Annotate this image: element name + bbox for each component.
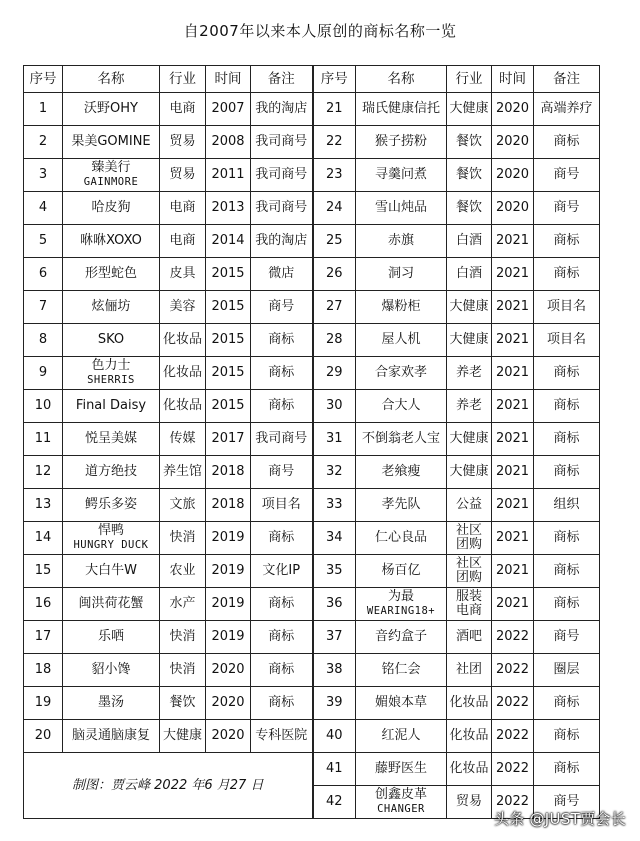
cell-industry: 大健康 — [160, 720, 206, 753]
cell-no: 37 — [313, 621, 356, 654]
cell-name: 不倒翁老人宝 — [356, 423, 447, 456]
industry-line-1: 社区 — [455, 523, 482, 538]
cell-no: 5 — [24, 225, 63, 258]
cell-name: 咻咻XOXO — [63, 225, 160, 258]
cell-note: 商号 — [534, 159, 600, 192]
credit-note: 制图：贾云峰 2022 年6 月27 日 — [24, 753, 313, 819]
cell-no: 38 — [313, 654, 356, 687]
table-row — [24, 357, 600, 390]
cell-industry: 餐饮 — [447, 192, 492, 225]
industry-line-1: 服装 — [455, 589, 482, 604]
cell-name — [63, 357, 160, 390]
cell-name: 赤旗 — [356, 225, 447, 258]
table-body — [24, 93, 600, 819]
cell-note: 商标 — [534, 588, 600, 621]
cell-time: 2019 — [206, 588, 251, 621]
cell-industry: 快消 — [160, 522, 206, 555]
page-title: 自2007年以来本人原创的商标名称一览 — [183, 22, 457, 40]
table-row — [24, 390, 600, 423]
cell-no: 30 — [313, 390, 356, 423]
cell-no: 11 — [24, 423, 63, 456]
cell-time: 2008 — [206, 126, 251, 159]
cell-no: 25 — [313, 225, 356, 258]
cell-note: 我司商号 — [251, 423, 313, 456]
header-name: 名称 — [63, 66, 160, 93]
cell-time: 2021 — [492, 588, 534, 621]
cell-industry: 化妆品 — [447, 687, 492, 720]
cell-industry: 水产 — [160, 588, 206, 621]
name-line-1: 臻美行 — [91, 160, 131, 175]
cell-time: 2021 — [492, 489, 534, 522]
cell-industry: 文旅 — [160, 489, 206, 522]
table-row — [24, 126, 600, 159]
cell-name — [63, 159, 160, 192]
cell-note: 商标 — [534, 390, 600, 423]
cell-name: 洞习 — [356, 258, 447, 291]
header-time: 时间 — [206, 66, 251, 93]
cell-no: 10 — [24, 390, 63, 423]
cell-note: 高端养疗 — [534, 93, 600, 126]
cell-note: 我司商号 — [251, 159, 313, 192]
cell-note: 商标 — [534, 687, 600, 720]
watermark: 头条 @JUST贾会长 — [493, 810, 626, 828]
cell-no: 36 — [313, 588, 356, 621]
cell-industry: 大健康 — [447, 93, 492, 126]
industry-line-2: 电商 — [455, 603, 482, 618]
cell-name: 媚娘本草 — [356, 687, 447, 720]
cell-name: 红泥人 — [356, 720, 447, 753]
cell-time: 2022 — [492, 654, 534, 687]
cell-industry: 贸易 — [160, 126, 206, 159]
cell-note: 我司商号 — [251, 192, 313, 225]
cell-time: 2021 — [492, 390, 534, 423]
cell-no: 35 — [313, 555, 356, 588]
cell-no: 1 — [24, 93, 63, 126]
cell-no: 6 — [24, 258, 63, 291]
cell-time: 2022 — [492, 621, 534, 654]
cell-time: 2022 — [492, 687, 534, 720]
cell-industry: 快消 — [160, 654, 206, 687]
cell-no: 33 — [313, 489, 356, 522]
cell-time: 2020 — [206, 687, 251, 720]
cell-note: 项目名 — [251, 489, 313, 522]
cell-note: 圈层 — [534, 654, 600, 687]
cell-time: 2020 — [492, 93, 534, 126]
cell-industry: 酒吧 — [447, 621, 492, 654]
cell-industry: 餐饮 — [447, 159, 492, 192]
cell-name: 脑灵通脑康复 — [63, 720, 160, 753]
cell-time: 2020 — [492, 192, 534, 225]
cell-note: 商标 — [534, 753, 600, 786]
table-row — [24, 555, 600, 588]
cell-no: 2 — [24, 126, 63, 159]
cell-time: 2020 — [206, 720, 251, 753]
cell-industry — [447, 522, 492, 555]
cell-note: 商标 — [534, 258, 600, 291]
cell-time: 2021 — [492, 258, 534, 291]
cell-note: 商标 — [534, 357, 600, 390]
cell-time: 2021 — [492, 555, 534, 588]
cell-name: 屋人机 — [356, 324, 447, 357]
cell-time: 2015 — [206, 258, 251, 291]
cell-time: 2018 — [206, 456, 251, 489]
cell-name: 闽洪荷花蟹 — [63, 588, 160, 621]
cell-industry — [447, 588, 492, 621]
cell-no: 40 — [313, 720, 356, 753]
cell-name: 形型蛇色 — [63, 258, 160, 291]
cell-name: 藤野医生 — [356, 753, 447, 786]
table-row — [24, 621, 600, 654]
cell-note: 商号 — [251, 291, 313, 324]
cell-time: 2015 — [206, 357, 251, 390]
cell-name: 乐哂 — [63, 621, 160, 654]
cell-time: 2022 — [492, 720, 534, 753]
cell-note: 我的淘店 — [251, 225, 313, 258]
cell-time: 2011 — [206, 159, 251, 192]
cell-no: 31 — [313, 423, 356, 456]
cell-industry: 养生馆 — [160, 456, 206, 489]
cell-name: 雪山炖品 — [356, 192, 447, 225]
cell-no: 41 — [313, 753, 356, 786]
header-row — [24, 66, 600, 93]
cell-name: 炫俪坊 — [63, 291, 160, 324]
cell-note: 项目名 — [534, 291, 600, 324]
cell-no: 4 — [24, 192, 63, 225]
cell-name: 老飨瘦 — [356, 456, 447, 489]
cell-name: 猴子捞粉 — [356, 126, 447, 159]
cell-industry: 美容 — [160, 291, 206, 324]
header-time: 时间 — [492, 66, 534, 93]
cell-note: 商标 — [534, 456, 600, 489]
cell-note: 微店 — [251, 258, 313, 291]
cell-industry: 电商 — [160, 93, 206, 126]
name-line-1: 色力士 — [91, 358, 131, 373]
cell-name: 悦呈美媒 — [63, 423, 160, 456]
cell-industry: 社团 — [447, 654, 492, 687]
table-row — [24, 654, 600, 687]
cell-name: 哈皮狗 — [63, 192, 160, 225]
cell-time: 2015 — [206, 324, 251, 357]
cell-name: 道方绝技 — [63, 456, 160, 489]
cell-time: 2017 — [206, 423, 251, 456]
cell-note: 项目名 — [534, 324, 600, 357]
cell-name: 墨汤 — [63, 687, 160, 720]
cell-note: 商标 — [534, 225, 600, 258]
cell-industry: 餐饮 — [160, 687, 206, 720]
cell-note: 商标 — [251, 357, 313, 390]
cell-time: 2021 — [492, 324, 534, 357]
cell-time: 2020 — [492, 126, 534, 159]
name-line-2: GAINMORE — [83, 176, 139, 188]
cell-note: 商标 — [251, 687, 313, 720]
cell-time: 2020 — [206, 654, 251, 687]
cell-no: 12 — [24, 456, 63, 489]
industry-line-2: 团购 — [455, 570, 482, 585]
cell-no: 16 — [24, 588, 63, 621]
cell-industry: 大健康 — [447, 291, 492, 324]
cell-time: 2020 — [492, 159, 534, 192]
cell-industry: 养老 — [447, 390, 492, 423]
header-note: 备注 — [534, 66, 600, 93]
name-line-1: 为最 — [387, 589, 414, 604]
cell-industry: 化妆品 — [447, 753, 492, 786]
table-row — [24, 93, 600, 126]
cell-time: 2021 — [492, 522, 534, 555]
table-row — [24, 423, 600, 456]
cell-time: 2021 — [492, 456, 534, 489]
cell-industry: 大健康 — [447, 423, 492, 456]
table-row — [24, 159, 600, 192]
cell-industry: 贸易 — [160, 159, 206, 192]
cell-time: 2007 — [206, 93, 251, 126]
cell-industry: 餐饮 — [447, 126, 492, 159]
cell-no: 14 — [24, 522, 63, 555]
cell-no: 22 — [313, 126, 356, 159]
cell-note: 商标 — [534, 126, 600, 159]
cell-name: 仁心良品 — [356, 522, 447, 555]
cell-time: 2019 — [206, 621, 251, 654]
trademark-table — [23, 65, 600, 819]
cell-note: 我的淘店 — [251, 93, 313, 126]
cell-no: 17 — [24, 621, 63, 654]
table-row — [24, 588, 600, 621]
table-row — [24, 225, 600, 258]
cell-note: 商号 — [251, 456, 313, 489]
cell-no: 32 — [313, 456, 356, 489]
cell-note: 我司商号 — [251, 126, 313, 159]
cell-time: 2015 — [206, 291, 251, 324]
name-line-2: CHANGER — [377, 803, 425, 815]
cell-note: 商号 — [534, 621, 600, 654]
cell-industry: 快消 — [160, 621, 206, 654]
cell-industry: 养老 — [447, 357, 492, 390]
table-row — [24, 687, 600, 720]
cell-name: 杨百亿 — [356, 555, 447, 588]
cell-industry: 电商 — [160, 192, 206, 225]
cell-note: 商标 — [251, 324, 313, 357]
cell-name: 沃野OHY — [63, 93, 160, 126]
header-industry: 行业 — [447, 66, 492, 93]
name-line-1: 创鑫皮革 — [374, 787, 427, 802]
header-no: 序号 — [313, 66, 356, 93]
cell-time: 2021 — [492, 291, 534, 324]
table-row — [24, 456, 600, 489]
cell-note: 商标 — [534, 522, 600, 555]
cell-no: 39 — [313, 687, 356, 720]
cell-industry — [447, 555, 492, 588]
table-row — [24, 192, 600, 225]
cell-note: 商标 — [251, 390, 313, 423]
cell-note: 商标 — [251, 588, 313, 621]
cell-note: 专科医院 — [251, 720, 313, 753]
cell-industry: 化妆品 — [160, 390, 206, 423]
industry-line-1: 社区 — [455, 556, 482, 571]
cell-time: 2015 — [206, 390, 251, 423]
cell-industry: 大健康 — [447, 456, 492, 489]
header-note: 备注 — [251, 66, 313, 93]
cell-note: 商标 — [534, 720, 600, 753]
cell-no: 7 — [24, 291, 63, 324]
header-no: 序号 — [24, 66, 63, 93]
cell-name: SKO — [63, 324, 160, 357]
header-name: 名称 — [356, 66, 447, 93]
cell-name: Final Daisy — [63, 390, 160, 423]
cell-name: 果美GOMINE — [63, 126, 160, 159]
industry-line-2: 团购 — [455, 537, 482, 552]
cell-no: 24 — [313, 192, 356, 225]
cell-name: 合大人 — [356, 390, 447, 423]
cell-name: 鳄乐多姿 — [63, 489, 160, 522]
cell-name — [356, 588, 447, 621]
cell-time: 2014 — [206, 225, 251, 258]
cell-industry: 白酒 — [447, 258, 492, 291]
cell-industry: 公益 — [447, 489, 492, 522]
cell-no: 19 — [24, 687, 63, 720]
cell-no: 23 — [313, 159, 356, 192]
cell-no: 26 — [313, 258, 356, 291]
cell-no: 42 — [313, 786, 356, 819]
cell-no: 34 — [313, 522, 356, 555]
cell-time: 2018 — [206, 489, 251, 522]
name-line-2: HUNGRY DUCK — [73, 539, 149, 551]
name-line-2: SHERRIS — [87, 374, 135, 386]
cell-note: 文化IP — [251, 555, 313, 588]
cell-note: 商标 — [534, 555, 600, 588]
cell-industry: 大健康 — [447, 324, 492, 357]
cell-name — [356, 786, 447, 819]
cell-note: 商号 — [534, 786, 600, 819]
cell-industry: 农业 — [160, 555, 206, 588]
cell-industry: 贸易 — [447, 786, 492, 819]
cell-industry: 化妆品 — [447, 720, 492, 753]
cell-no: 21 — [313, 93, 356, 126]
cell-time: 2019 — [206, 555, 251, 588]
table-row — [24, 324, 600, 357]
cell-time: 2013 — [206, 192, 251, 225]
cell-name: 孝先队 — [356, 489, 447, 522]
cell-industry: 化妆品 — [160, 324, 206, 357]
header-industry: 行业 — [160, 66, 206, 93]
cell-name: 爆粉柜 — [356, 291, 447, 324]
cell-time: 2021 — [492, 225, 534, 258]
cell-no: 20 — [24, 720, 63, 753]
cell-name: 大白牛W — [63, 555, 160, 588]
name-line-2: WEARING18+ — [366, 605, 436, 617]
cell-industry: 电商 — [160, 225, 206, 258]
cell-time: 2021 — [492, 357, 534, 390]
cell-note: 商标 — [251, 621, 313, 654]
cell-name: 貂小馋 — [63, 654, 160, 687]
cell-time: 2021 — [492, 423, 534, 456]
cell-name: 铭仁会 — [356, 654, 447, 687]
cell-no: 18 — [24, 654, 63, 687]
cell-name: 寻羹问煮 — [356, 159, 447, 192]
cell-name — [63, 522, 160, 555]
cell-note: 商标 — [251, 654, 313, 687]
cell-no: 3 — [24, 159, 63, 192]
cell-time: 2019 — [206, 522, 251, 555]
cell-time: 2022 — [492, 786, 534, 819]
cell-name: 合家欢孝 — [356, 357, 447, 390]
cell-no: 27 — [313, 291, 356, 324]
cell-no: 13 — [24, 489, 63, 522]
cell-name: 瑞氏健康信托 — [356, 93, 447, 126]
cell-no: 15 — [24, 555, 63, 588]
cell-industry: 皮具 — [160, 258, 206, 291]
cell-note: 商标 — [534, 423, 600, 456]
table-row — [24, 291, 600, 324]
cell-industry: 白酒 — [447, 225, 492, 258]
cell-note: 商号 — [534, 192, 600, 225]
cell-no: 9 — [24, 357, 63, 390]
cell-no: 8 — [24, 324, 63, 357]
name-line-1: 悍鸭 — [97, 523, 124, 538]
table-row — [24, 489, 600, 522]
cell-name: 音约盒子 — [356, 621, 447, 654]
cell-time: 2022 — [492, 753, 534, 786]
table-row — [24, 258, 600, 291]
table-row — [24, 720, 600, 753]
cell-no: 29 — [313, 357, 356, 390]
cell-industry: 化妆品 — [160, 357, 206, 390]
table-row — [24, 753, 600, 786]
cell-no: 28 — [313, 324, 356, 357]
cell-note: 组织 — [534, 489, 600, 522]
table-row — [24, 522, 600, 555]
cell-note: 商标 — [251, 522, 313, 555]
cell-industry: 传媒 — [160, 423, 206, 456]
